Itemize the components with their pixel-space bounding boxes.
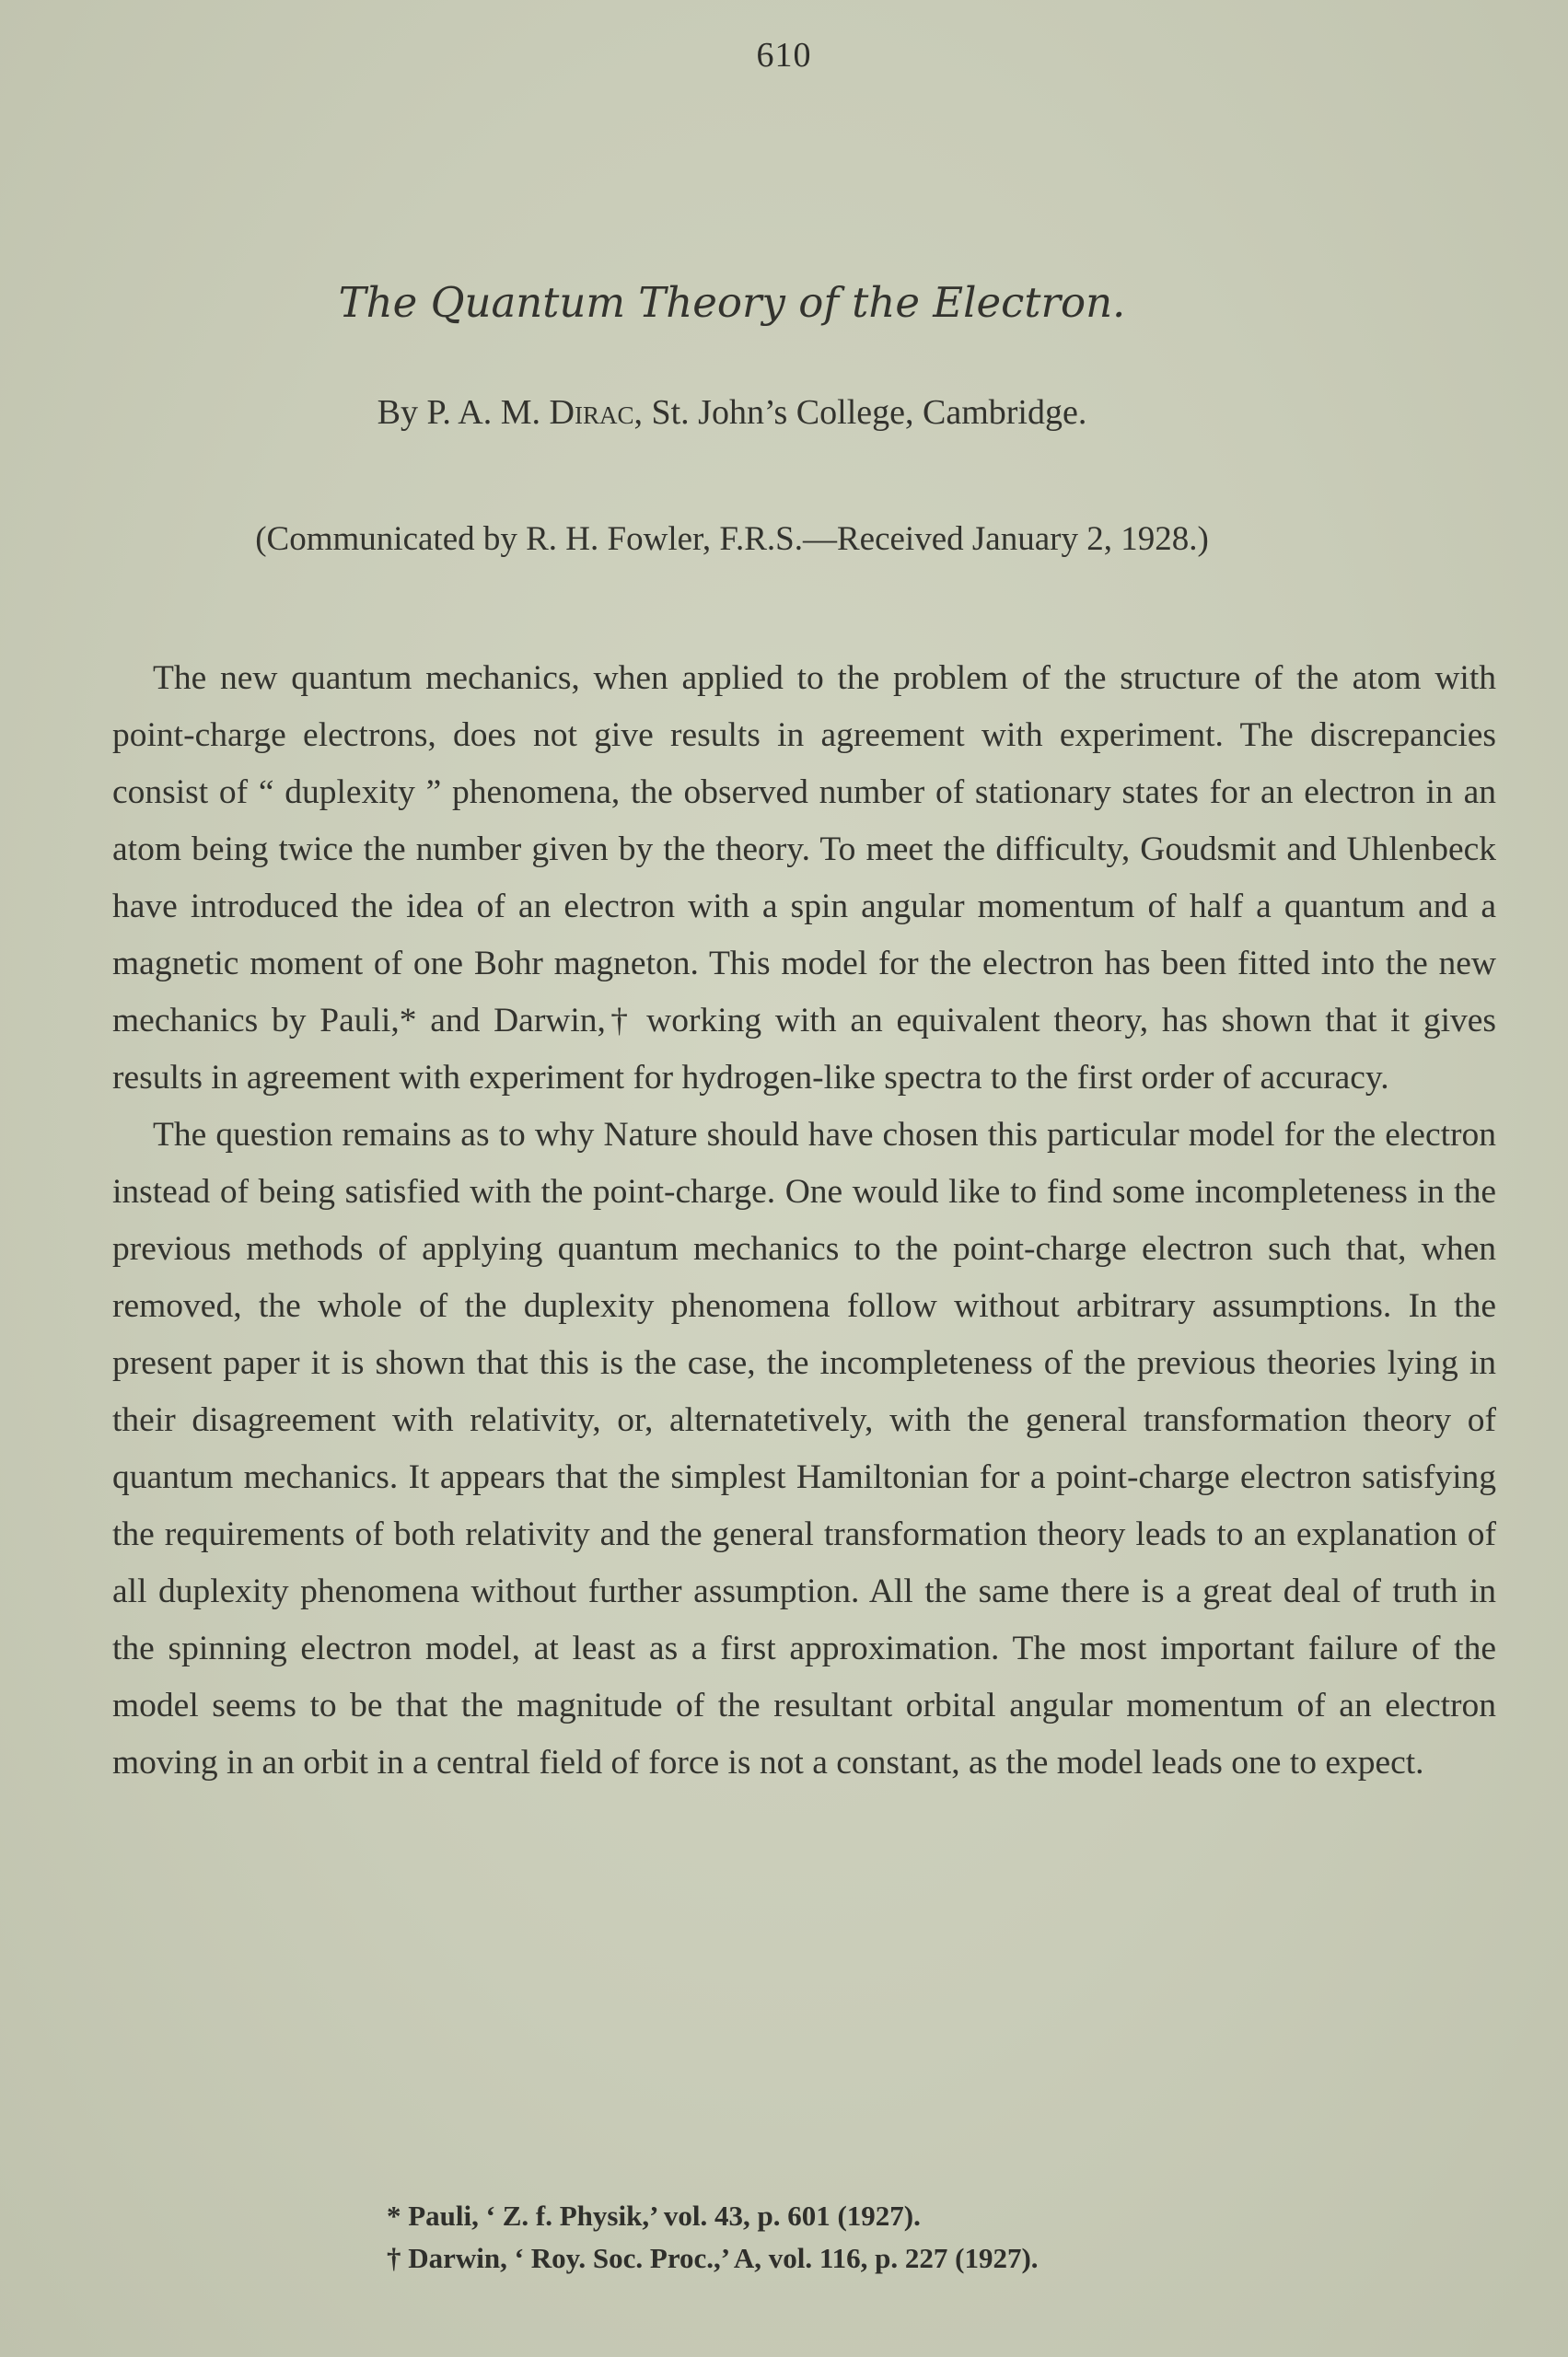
footnote-darwin: † Darwin, ‘ Roy. Soc. Proc.,’ A, vol. 116, p. 227 (1927). bbox=[387, 2242, 1039, 2274]
paragraph-1: The new quantum mechanics, when applied to the problem of the structure of the atom with point-charge electrons, does not give results in agreement with experiment. The discrepancies consist of “ duplexity ” phenomena, the observed number of stationary states for an electron in an atom being twice the number given by the theory. To meet the difficulty, Goudsmit and Uhlenbeck have introduced the idea of an electron with a spin angular momentum of half a quantum and a magnetic moment of one Bohr magneton. This model for the electron has been fitted into the new mechanics by Pauli,* and Darwin,† working with an equivalent theory, has shown that it gives results in agreement with experiment for hydrogen-like spectra to the first order of accuracy. bbox=[112, 659, 1496, 1097]
author-name: Dirac bbox=[549, 393, 634, 432]
footnotes bbox=[387, 2195, 1400, 2280]
byline-affiliation: , St. John’s College, Cambridge. bbox=[633, 393, 1087, 432]
footnote-pauli: * Pauli, ‘ Z. f. Physik,’ vol. 43, p. 601 (1927). bbox=[387, 2200, 921, 2232]
author-byline bbox=[0, 392, 1464, 433]
page-number: 610 bbox=[756, 36, 812, 75]
article-body bbox=[112, 650, 1496, 1792]
communication-note: (Communicated by R. H. Fowler, F.R.S.—Received January 2, 1928.) bbox=[255, 520, 1209, 558]
byline-prefix: By P. A. M. bbox=[377, 393, 550, 432]
paragraph-2: The question remains as to why Nature should have chosen this particular model for the electron instead of being satisfied with the point-charge. One would like to find some incompleteness in the previous methods of applying quantum mechanics to the point-charge electron such that, when removed, the whole of the duplexity phenomena follow without arbitrary assumptions. In the present paper it is shown that this is the case, the incompleteness of the previous theories lying in their disagreement with relativity, or, alternatetively, with the general transformation theory of quantum mechanics. It appears that the simplest Hamiltonian for a point-charge electron satisfying the requirements of both relativity and the general transformation theory leads to an explanation of all duplexity phenomena without further assumption. All the same there is a great deal of truth in the spinning electron model, at least as a first approximation. The most important failure of the model seems to be that the magnitude of the resultant orbital angular momentum of an electron moving in an orbit in a central field of force is not a constant, as the model leads one to expect. bbox=[112, 1116, 1496, 1782]
article-title: The Quantum Theory of the Electron. bbox=[338, 278, 1126, 327]
